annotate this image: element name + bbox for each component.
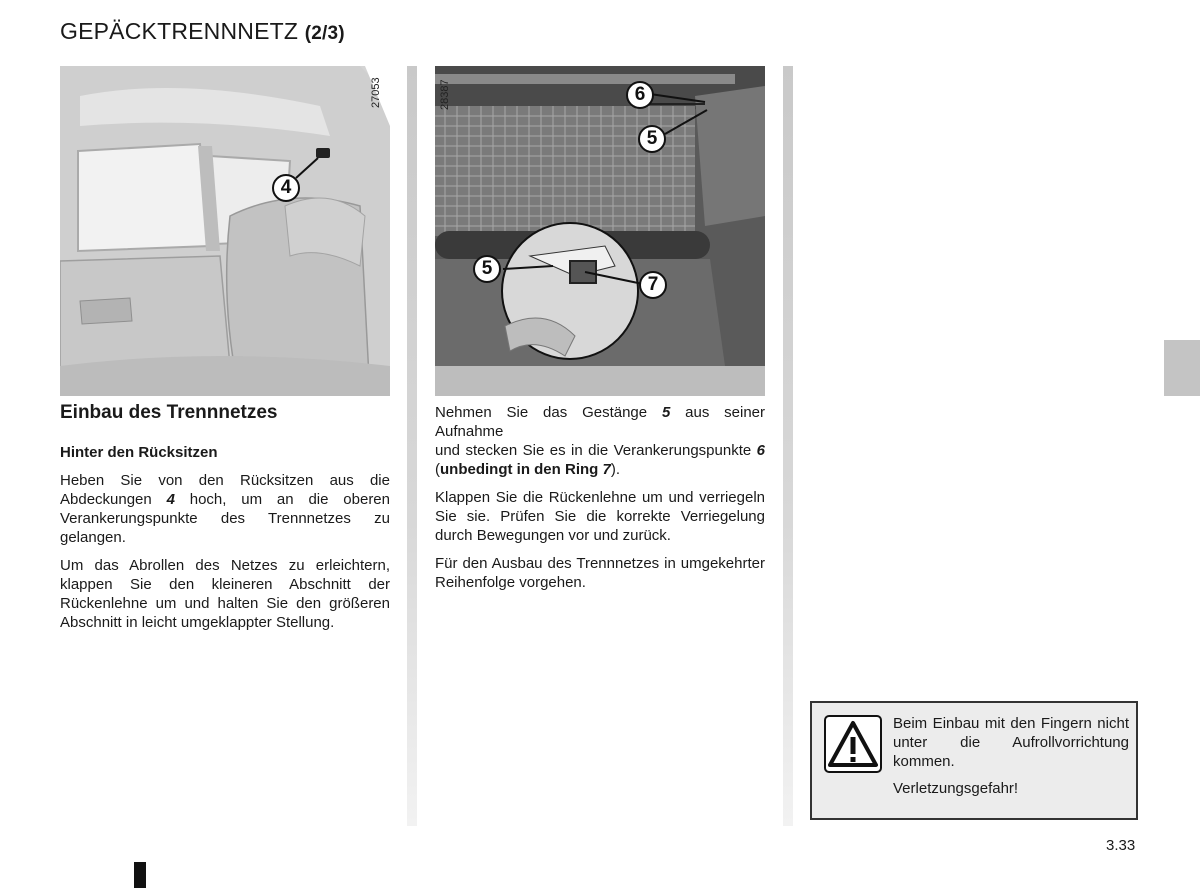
figure-code: 27053 xyxy=(370,77,382,108)
section-heading: Einbau des Trennnetzes xyxy=(60,402,278,423)
subheading: Hinter den Rücksitzen xyxy=(60,444,218,461)
instruction-paragraph: Um das Abrollen des Netzes zu erleichtern, klappen Sie den kleineren Abschnitt der Rückenlehne um und halten Sie den größeren Abschnitt in leicht umgeklappter Stellung. xyxy=(60,557,390,631)
instruction-paragraph: Klappen Sie die Rückenlehne um und verriegeln Sie sie. Prüfen Sie die korrekte Verriegelung durch Bewegungen vor und zurück. xyxy=(435,489,765,544)
callout-7: 7 xyxy=(639,271,667,299)
instruction-paragraph: Für den Ausbau des Trennnetzes in umgekehrter Reihenfolge vorgehen. xyxy=(435,555,765,591)
column-divider xyxy=(783,66,793,826)
figure-code: 28387 xyxy=(439,79,451,110)
page-edge-mark xyxy=(134,862,146,888)
callout-4: 4 xyxy=(272,174,300,202)
callout-6: 6 xyxy=(626,81,654,109)
warning-box xyxy=(810,701,1138,820)
page-title xyxy=(60,18,345,45)
warning-triangle-icon xyxy=(824,715,882,778)
figure-luggage-net xyxy=(435,66,765,396)
warning-text xyxy=(893,714,1129,798)
page-title-main: GEPÄCKTRENNNETZ xyxy=(60,18,299,44)
callout-5: 5 xyxy=(473,255,501,283)
warning-message: Beim Einbau mit den Fingern nicht unter die Aufrollvorrichtung kommen. xyxy=(893,715,1129,770)
instruction-paragraph: Heben Sie von den Rücksitzen aus die Abdeckungen 4 hoch, um an die oberen Verankerungspunkte des Trennnetzes zu gelangen. xyxy=(60,472,390,546)
instruction-paragraph: Nehmen Sie das Gestänge 5 aus seiner Aufnahme und stecken Sie es in die Verankerungspunkte 6 (unbedingt in den Ring 7). xyxy=(435,404,766,478)
chapter-tab xyxy=(1164,340,1200,396)
callout-5: 5 xyxy=(638,125,666,153)
column-divider xyxy=(407,66,417,826)
page-number: 3.33 xyxy=(1106,837,1136,854)
page-title-part: (2/3) xyxy=(304,23,345,44)
figure-rear-seats xyxy=(60,66,390,396)
warning-danger: Verletzungsgefahr! xyxy=(893,780,1019,797)
